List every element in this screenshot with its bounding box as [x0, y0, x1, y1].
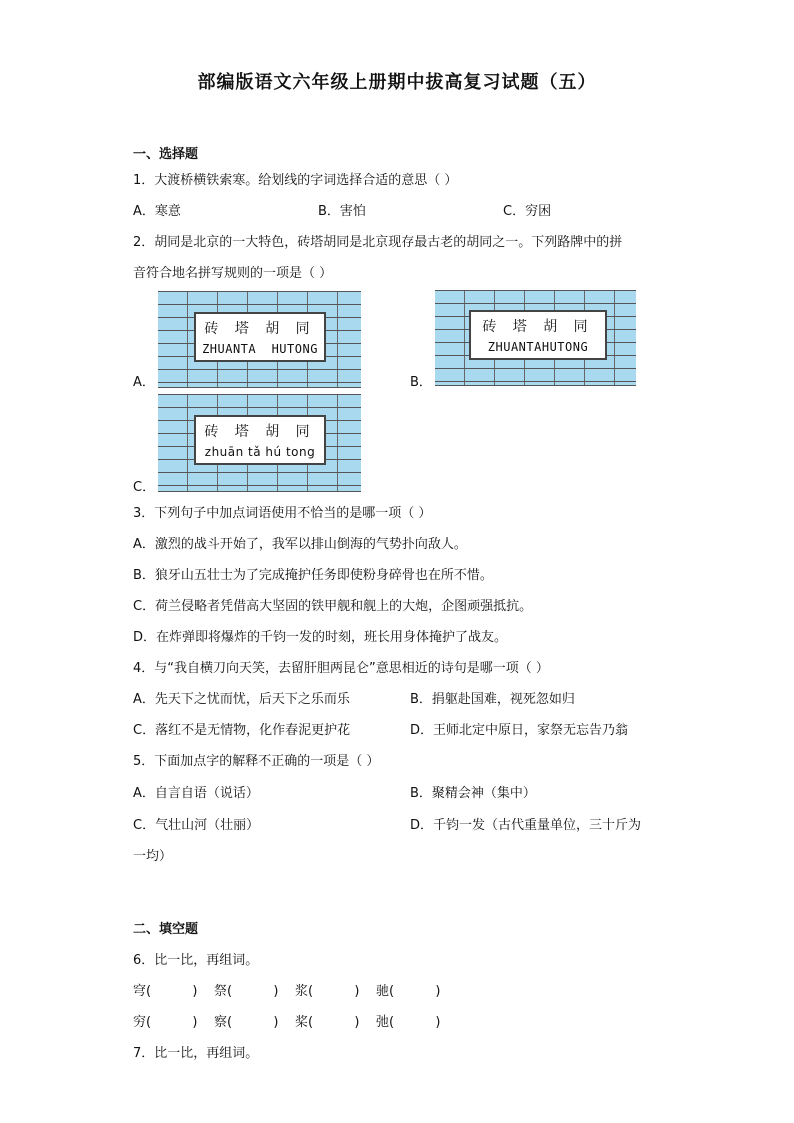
q6-row1-item2: 祭( )	[214, 984, 279, 999]
q5-stem: 5．下面加点字的解释不正确的一项是（ ）	[133, 754, 380, 769]
q4-option-d: D．王师北定中原日，家祭无忘告乃翁	[410, 723, 629, 738]
q6-stem: 6．比一比，再组词。	[133, 953, 259, 968]
sign-a-hanzi: 砖 塔 胡 同	[204, 321, 316, 337]
sign-b-pinyin: ZHUANTAHUTONG	[487, 340, 589, 354]
q4-stem: 4．与“我自横刀向天笑，去留肝胆两昆仑”意思相近的诗句是哪一项（ ）	[133, 661, 549, 676]
q3-option-d: D．在炸弹即将爆炸的千钧一发的时刻，班长用身体掩护了战友。	[133, 630, 508, 645]
sign-a-plate	[194, 312, 326, 362]
q5-option-a: A．自言自语（说话）	[133, 786, 259, 801]
q6-row2-item3: 桨( )	[295, 1015, 360, 1030]
q1-option-c: C．穷困	[503, 204, 552, 219]
q1-option-a: A．寒意	[133, 204, 181, 219]
q4-option-c: C．落红不是无情物，化作春泥更护花	[133, 723, 351, 738]
street-sign-c	[158, 394, 361, 492]
sign-c-hanzi: 砖 塔 胡 同	[204, 424, 316, 440]
q6-row2-item2: 察( )	[214, 1015, 279, 1030]
sign-b-hanzi: 砖 塔 胡 同	[482, 319, 594, 335]
street-sign-b	[435, 290, 636, 386]
section-heading-fill: 二、填空题	[133, 922, 199, 937]
q6-row1-item3: 浆( )	[295, 984, 360, 999]
q3-stem: 3．下列句子中加点词语使用不恰当的是哪一项（ ）	[133, 506, 432, 521]
page-title: 部编版语文六年级上册期中拔高复习试题（五）	[197, 72, 597, 93]
q7-stem: 7．比一比，再组词。	[133, 1046, 259, 1061]
q2-option-b-label: B．	[410, 375, 432, 390]
sign-c-pinyin: zhuān tǎ hú tong	[204, 445, 316, 459]
q2-option-a-label: A．	[133, 375, 155, 390]
q2-stem-line2: 音符合地名拼写规则的一项是（ ）	[133, 266, 333, 281]
q6-row1-item1: 穹( )	[133, 984, 198, 999]
q2-option-c-label: C．	[133, 480, 156, 495]
sign-c-plate	[194, 415, 326, 465]
q1-option-b: B．害怕	[318, 204, 366, 219]
street-sign-a	[158, 291, 361, 388]
q3-option-c: C．荷兰侵略者凭借高大坚固的铁甲舰和舰上的大炮，企图顽强抵抗。	[133, 599, 533, 614]
q6-row2-item1: 穷( )	[133, 1015, 198, 1030]
q3-option-b: B．狼牙山五壮士为了完成掩护任务即使粉身碎骨也在所不惜。	[133, 568, 493, 583]
q5-option-c: C．气壮山河（壮丽）	[133, 818, 260, 833]
q5-option-d-continuation: 一均）	[133, 849, 173, 864]
q1-stem: 1．大渡桥横铁索寒。给划线的字词选择合适的意思（ ）	[133, 173, 458, 188]
q2-stem-line1: 2．胡同是北京的一大特色，砖塔胡同是北京现存最古老的胡同之一。下列路牌中的拼	[133, 235, 623, 250]
q6-row1-item4: 驰( )	[376, 984, 441, 999]
q5-option-b: B．聚精会神（集中）	[410, 786, 536, 801]
q4-option-b: B．捐躯赴国难，视死忽如归	[410, 692, 575, 707]
sign-a-pinyin: ZHUANTA HUTONG	[202, 342, 318, 356]
q5-option-d: D．千钧一发（古代重量单位，三十斤为	[410, 818, 642, 833]
section-heading-choice: 一、选择题	[133, 147, 199, 162]
sign-b-plate	[469, 310, 607, 360]
q4-option-a: A．先天下之忧而忧，后天下之乐而乐	[133, 692, 350, 707]
q3-option-a: A．激烈的战斗开始了，我军以排山倒海的气势扑向敌人。	[133, 537, 467, 552]
q6-row2-item4: 弛( )	[376, 1015, 441, 1030]
